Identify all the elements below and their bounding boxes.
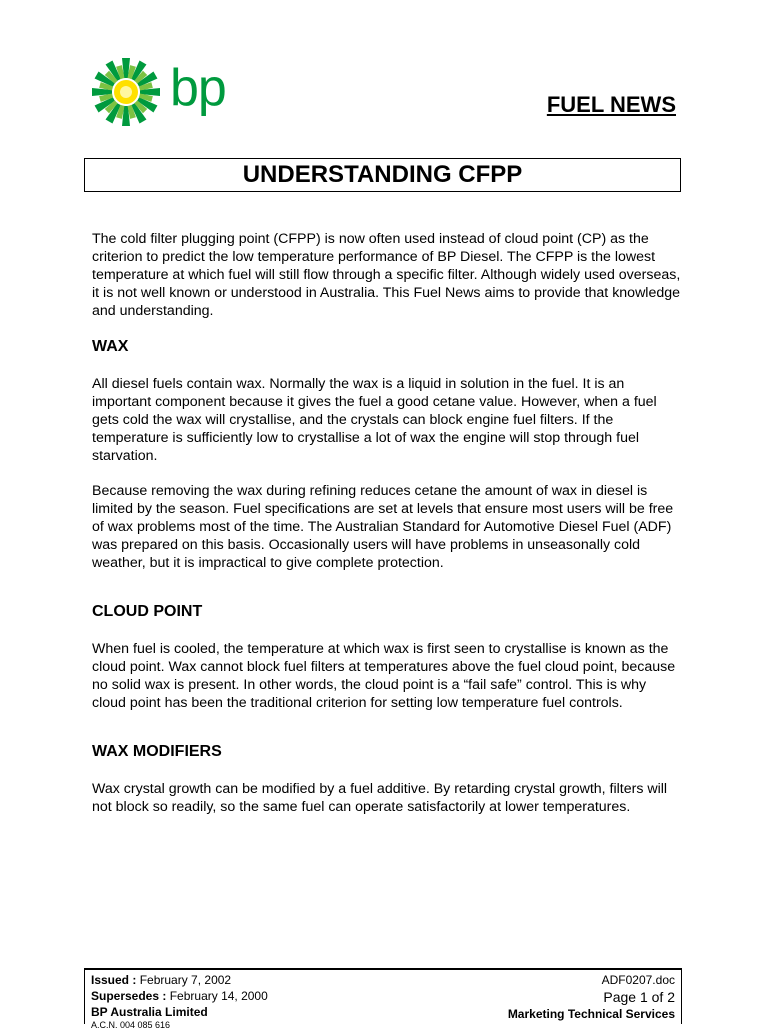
supersedes-label: Supersedes : (91, 989, 167, 1003)
page-number: Page 1 of 2 (603, 989, 675, 1005)
bp-logo (90, 56, 230, 140)
section-heading-wax-modifiers: WAX MODIFIERS (92, 743, 222, 760)
issued-date: February 7, 2002 (139, 973, 232, 987)
wax-paragraph-1: All diesel fuels contain wax. Normally the wax is a liquid in solution in the fuel. It is an important component because it gives the fuel a good cetane value. However, when a fuel gets cold the wax will crystallise, and the crystals can block engine fuel filters. If the temperature is sufficiently low to crystallise a lot of wax the engine will stop through fuel starvation. (92, 376, 657, 464)
document-title: UNDERSTANDING CFPP (84, 158, 681, 192)
wax-paragraph-2: Because removing the wax during refining reduces cetane the amount of wax in diesel is limited by the season. Fuel specifications are set at levels that ensure most users will be free of wax problems most of the time. The Australian Standard for Automotive Diesel Fuel (ADF) was prepared on this basis. Occasionally users will have problems in unseasonally cold weather, but it is impractical to give complete protection. (92, 483, 674, 571)
footer-left (91, 972, 268, 1030)
fuel-news-heading: FUEL NEWS (546, 92, 676, 117)
cloud-point-paragraph: When fuel is cooled, the temperature at which wax is first seen to crystallise is known as the cloud point. Wax cannot block fuel filters at temperatures above the fuel cloud point, because no solid wax is present. In other words, the cloud point is a “fail safe” control. This is why cloud point has been the traditional criterion for setting low temperature fuel controls. (92, 641, 676, 711)
issued-label: Issued : (91, 973, 137, 987)
department-name: Marketing Technical Services (507, 1007, 675, 1021)
footer-right (508, 972, 675, 1022)
company-name: BP Australia Limited (91, 1005, 208, 1019)
document-footer (84, 968, 682, 1030)
intro-paragraph: The cold filter plugging point (CFPP) is now often used instead of cloud point (CP) as the criterion to predict the low temperature performance of BP Diesel. The CFPP is the lowest temperature at which fuel will still flow through a specific filter. Although widely used overseas, it is not well known or understood in Australia. This Fuel News aims to provide that knowledge and understanding. (92, 231, 681, 319)
section-heading-wax: WAX (92, 338, 129, 355)
helios-icon (90, 56, 162, 128)
bp-wordmark: bp (170, 59, 226, 117)
company-acn: A.C.N. 004 085 616 (91, 1020, 171, 1030)
document-body (92, 230, 682, 833)
supersedes-date: February 14, 2000 (169, 989, 268, 1003)
section-heading-cloud-point: CLOUD POINT (92, 603, 203, 620)
document-filename: ADF0207.doc (601, 973, 675, 987)
wax-modifiers-paragraph: Wax crystal growth can be modified by a fuel additive. By retarding crystal growth, filters will not block so readily, so the same fuel can operate satisfactorily at lower temperatures. (92, 781, 668, 815)
